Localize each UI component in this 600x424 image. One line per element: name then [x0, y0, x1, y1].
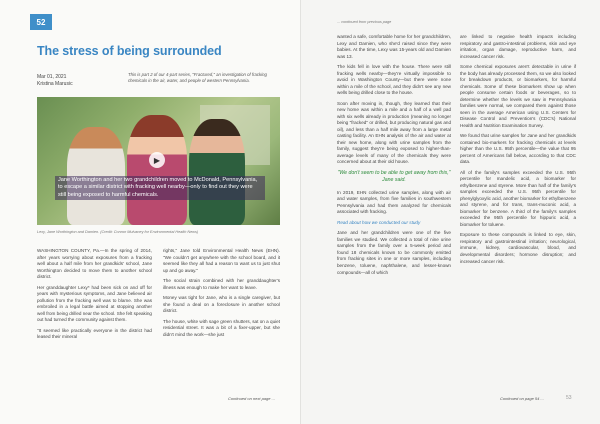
continued-on-page: Continued on page 54 ... [500, 396, 544, 401]
article-author: Kristina Marusic [37, 81, 73, 87]
right-column-2 [460, 34, 576, 269]
play-icon[interactable]: ▶ [149, 152, 165, 168]
paragraph: The social strain combined with her granddaughter's illness was enough to make her want to leave. [163, 278, 280, 290]
paragraph: The kids fell in love with the house. There were still fracking wells nearby—they're virtually impossible to avoid in Washington County—but there were none within a mile of the school, and they didn't see any new wells being drilled close to the house. [337, 64, 451, 96]
study-method-link[interactable]: Read about how we conducted our study [337, 219, 421, 225]
continued-next-page: Continued on next page ... [228, 396, 275, 401]
paragraph: Money was tight for Jane, who is a single caregiver, but she found a deal on a foreclosure in another school district. [163, 295, 280, 314]
page-number-tab: 52 [30, 14, 52, 30]
paragraph: We found that urine samples for Jane and her grandkids contained bio-markers for fracking chemicals at levels higher than the U.S. 95th percentile—the value that 95 percent of Americans fall below, according to that CDC data. [460, 133, 576, 165]
right-column-1 [337, 34, 451, 280]
series-intro: This is part 2 of our 4-part series, "Fractured," an investigation of fracking chemicals in the air, water, and people of western Pennsylvania. [128, 72, 267, 83]
paragraph: The house, white with sage green shutters, sat on a quiet residential street. It was a bit of a fixer-upper, but she didn't mind the work—she just [163, 318, 280, 337]
paragraph: Exposure to these compounds is linked to eye, skin, respiratory and gastrointestinal irritation; neurological, immune, kidney, cardiovascular, blood, and developmental disorders; hormone disruption; and increased cancer risk. [460, 232, 576, 264]
left-column-1 [37, 248, 152, 345]
article-date: Mar 01, 2021 [37, 74, 67, 80]
paragraph: All of the family's samples exceeded the U.S. 95th percentile for mandelic acid, a biomarker for ethylbenzene and styrene. More than half of the family's samples exceeded the U.S. 95th percentile for phenylglyoxylic acid, another biomarker for ethylbenzene and styrene, and for trans, trans-muconic acid, a biomarker for benzene. A third of the family's samples exceeded the 95th percentile for hippuric acid, a biomarker for toluene. [460, 169, 576, 227]
paragraph: Soon after moving in, though, they learned that their new home was within a mile and a half of a well pad with six wells already in production (meaning no longer being "fracked" or drilled, but producing natural gas and oil), and less than a half mile away from a large metal casting facility. An EHN analysis of the air and water at their new home, along with urine samples from the family, suggest they're being exposed to higher-than-average levels of many of the chemicals they were concerned about at their old house. [337, 100, 451, 165]
paragraph: are linked to negative health impacts including respiratory and gastro-intestinal problems, skin and eye irritation, organ damage, reproductive harm, and increased cancer risk. [460, 34, 576, 59]
article-title: The stress of being surrounded [37, 44, 222, 58]
paragraph: Some chemical exposures aren't detectable in urine if the body has already processed them, so we also looked for breakdown products, or biomarkers, for harmful chemicals. Some of these biomarkers show up when people consume certain foods or beverages, so to determine whether the levels we saw in Pennsylvania families were normal, we compared them against those seen in the average American using U.S. Centers for Disease Control and Prevention's (CDC's) National Health and Nutrition Examination Survey. [460, 64, 576, 128]
paragraph: WASHINGTON COUNTY, Pa.—In the spring of 2014, after years worrying about exposures from a fracking well about a half mile from her grandkids' school, Jane Worthington decided to move them to another school district. [37, 248, 152, 280]
photo-person-jane [127, 115, 187, 225]
page-number: 53 [566, 395, 572, 401]
pull-quote: "We don't seem to be able to get away from this," Jane said. [337, 169, 451, 183]
paragraph: Her granddaughter Lexy* had been sick on and off for years with mysterious symptoms, and Jane believed air pollution from the fracking well was to blame. She was embroiled in a legal battle aimed at stopping another well from being drilled near the school. She felt speaking out had turned the community against them. [37, 284, 152, 323]
paragraph: rights," Jane told Environmental Health News (EHN). "We couldn't get anywhere with the school board, and it seemed like they all had a reason to want us to just shut up and go away." [163, 248, 280, 273]
video-thumbnail[interactable] [37, 97, 280, 225]
left-column-2 [163, 248, 280, 342]
paragraph: In 2019, EHN collected urine samples, along with air and water samples, from five families in southwestern Pennsylvania and had them analyzed for chemicals associated with fracking. [337, 189, 451, 215]
continued-from-previous: ... continued from previous page [337, 20, 392, 24]
photo-person-damien [189, 119, 245, 225]
video-subtitle: Jane Worthington and her two grandchildren moved to McDonald, Pennsylvania, to escape a similar district with fracking well nearby—only to find out they were still being exposed to harmful chemicals. [55, 176, 265, 200]
paragraph: "It seemed like practically everyone in the district had leased their mineral [37, 327, 152, 340]
paragraph: wanted a safe, comfortable home for her grandchildren, Lexy and Damien, who she'd raised since they were babies. At the time, Lexy was 15-years old and Damien was 13. [337, 34, 451, 59]
paragraph: Jane and her grandchildren were one of the five families we studied. We collected a total of nine urine samples from the family over a 5-week period and found 18 chemicals known to be commonly emitted from fracking sites in one or more samples, including benzene, toluene, naphthalene, and lesser-known compounds—all of which [337, 230, 451, 275]
photo-caption: Lexy, Jane Worthington and Damien. (Credit: Connor Mulvaney for Environmental Health News) [37, 230, 199, 234]
